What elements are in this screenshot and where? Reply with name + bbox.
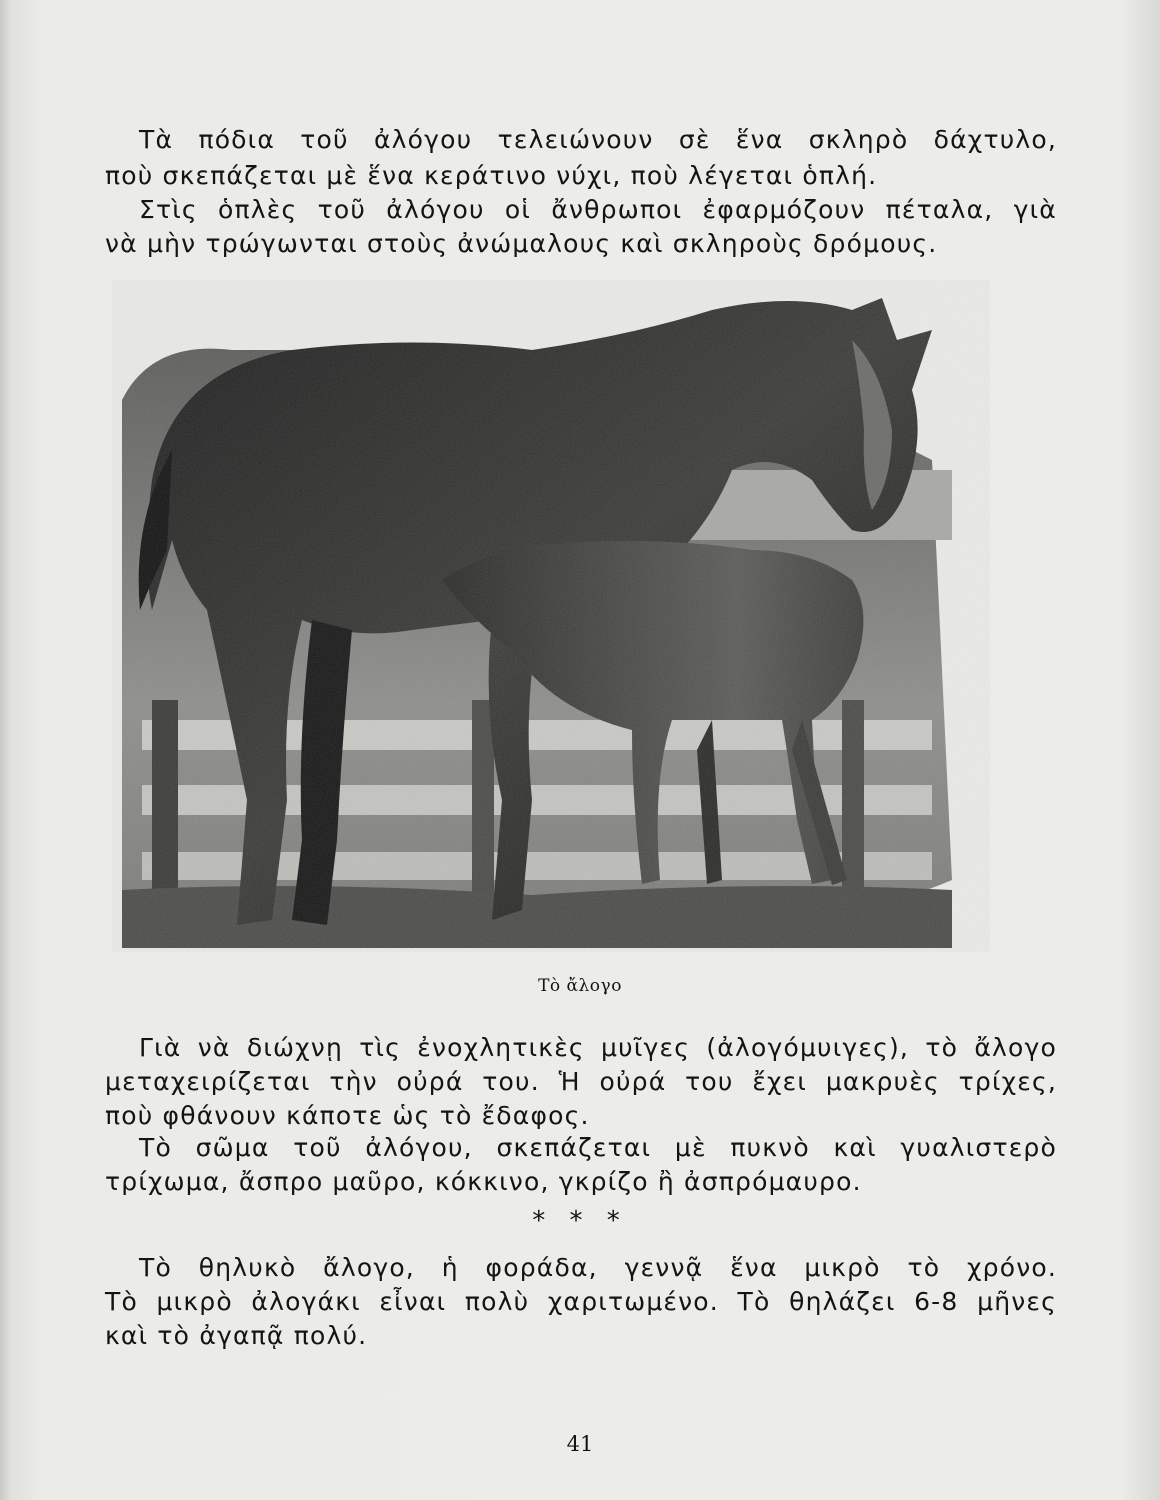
horse-and-foal-illustration [112,280,990,952]
text-line: νὰ μὴν τρώγωνται στοὺς ἀνώμαλους καὶ σκληροὺς δρόμους. [105,229,938,258]
figure-caption: Τὸ ἄλογο [538,976,622,996]
text-line: ποὺ φθάνουν κάποτε ὡς τὸ ἔδαφος. [105,1101,590,1130]
text-line: τρίχωμα, ἄσπρο μαῦρο, κόκκινο, γκρίζο ἢ ἀσπρόμαυρο. [105,1167,862,1196]
text-line: Στὶς ὁπλὲς τοῦ ἀλόγου οἱ ἄνθρωποι ἐφαρμόζουν πέταλα, γιὰ [139,195,1057,224]
text-line: καὶ τὸ ἀγαπᾷ πολύ. [105,1321,368,1350]
text-line: Τὸ θηλυκὸ ἄλογο, ἡ φοράδα, γεννᾷ ἕνα μικρὸ τὸ χρόνο. [139,1253,1057,1282]
text-line: ποὺ σκεπάζεται μὲ ἕνα κεράτινο νύχι, ποὺ λέγεται ὁπλή. [105,161,878,190]
text-line: Τὸ μικρὸ ἀλογάκι εἶναι πολὺ χαριτωμένο. Τὸ θηλάζει 6-8 μῆνες [105,1287,1057,1316]
section-separator: * * * [532,1206,628,1236]
text-line: Γιὰ νὰ διώχνῃ τὶς ἐνοχλητικὲς μυῖγες (ἀλογόμυιγες), τὸ ἄλογο [139,1033,1057,1062]
text-line: Τὰ πόδια τοῦ ἀλόγου τελειώνουν σὲ ἕνα σκληρὸ δάχτυλο, [139,125,1057,154]
page-number: 41 [566,1432,594,1456]
page-spine-shadow [0,0,12,1500]
text-line: Τὸ σῶμα τοῦ ἀλόγου, σκεπάζεται μὲ πυκνὸ καὶ γυαλιστερὸ [139,1133,1057,1162]
text-line: μεταχειρίζεται τὴν οὐρά του. Ἡ οὐρά του ἔχει μακρυὲς τρίχες, [105,1067,1057,1096]
